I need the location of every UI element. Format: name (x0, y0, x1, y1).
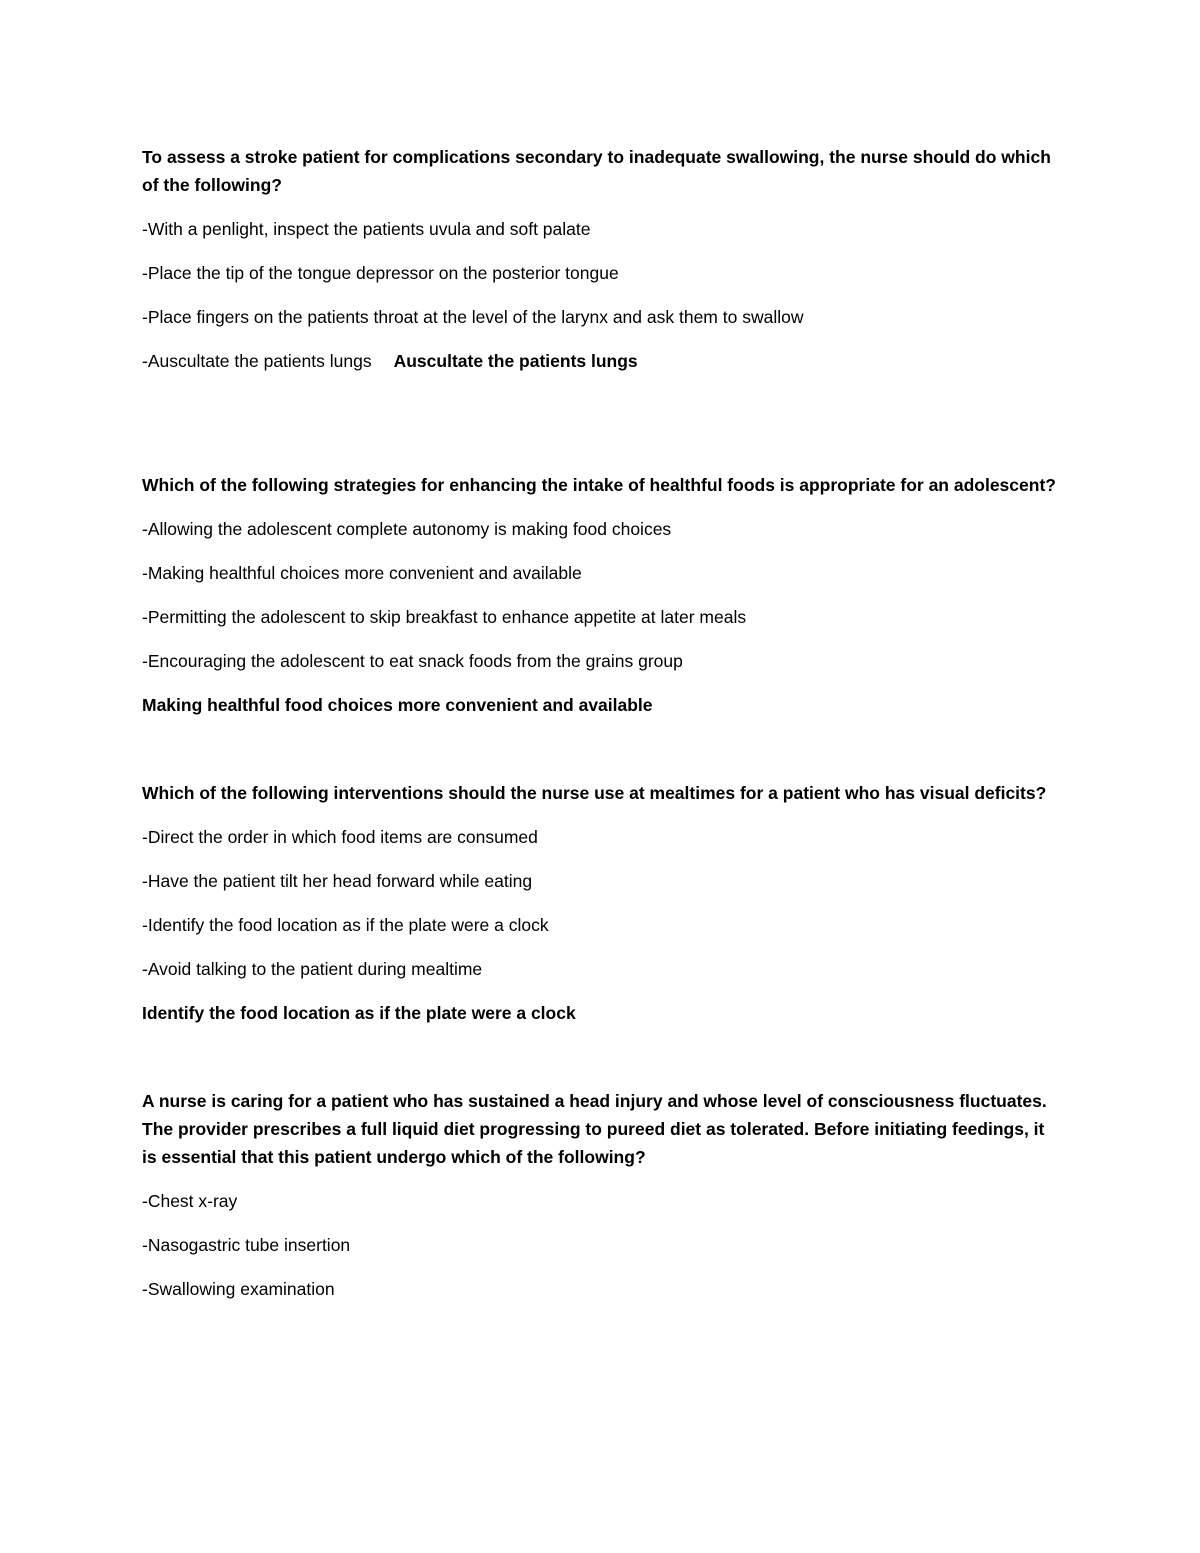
correct-answer: Auscultate the patients lungs (393, 351, 638, 371)
question-text: To assess a stroke patient for complications secondary to inadequate swallowing, the nurse should do which of the following? (142, 147, 1051, 195)
answer-option: -Permitting the adolescent to skip breakfast to enhance appetite at later meals (142, 607, 747, 627)
answer-option: -Place the tip of the tongue depressor on the posterior tongue (142, 263, 619, 283)
question-block-1 (142, 143, 1057, 375)
document-content (142, 143, 1057, 1303)
question-text: Which of the following interventions should the nurse use at mealtimes for a patient who has visual deficits? (142, 783, 1047, 803)
answer-option: -Chest x-ray (142, 1191, 238, 1211)
answer-option: -Nasogastric tube insertion (142, 1235, 351, 1255)
question-block-2 (142, 471, 1057, 719)
answer-option: -Have the patient tilt her head forward while eating (142, 871, 533, 891)
question-text: A nurse is caring for a patient who has sustained a head injury and whose level of consciousness fluctuates. The provider prescribes a full liquid diet progressing to pureed diet as tolerated. Before initiating feedings, it is essential that this patient undergo which of the following? (142, 1091, 1047, 1167)
answer-option: -Allowing the adolescent complete autonomy is making food choices (142, 519, 672, 539)
question-text: Which of the following strategies for enhancing the intake of healthful foods is appropriate for an adolescent? (142, 475, 1056, 495)
correct-answer: Making healthful food choices more convenient and available (142, 695, 653, 715)
question-block-3 (142, 779, 1057, 1027)
correct-answer: Identify the food location as if the plate were a clock (142, 1003, 576, 1023)
answer-option: -Avoid talking to the patient during mealtime (142, 959, 483, 979)
answer-option: -Identify the food location as if the plate were a clock (142, 915, 549, 935)
question-block-4 (142, 1087, 1057, 1303)
answer-option: -Place fingers on the patients throat at the level of the larynx and ask them to swallow (142, 307, 804, 327)
answer-option: -Swallowing examination (142, 1279, 335, 1299)
answer-option: -Direct the order in which food items are consumed (142, 827, 538, 847)
answer-option: -Auscultate the patients lungs (142, 351, 372, 371)
answer-option: -Making healthful choices more convenient and available (142, 563, 582, 583)
answer-option-with-answer (142, 347, 1057, 375)
answer-option: -Encouraging the adolescent to eat snack foods from the grains group (142, 651, 683, 671)
answer-option: -With a penlight, inspect the patients uvula and soft palate (142, 219, 591, 239)
